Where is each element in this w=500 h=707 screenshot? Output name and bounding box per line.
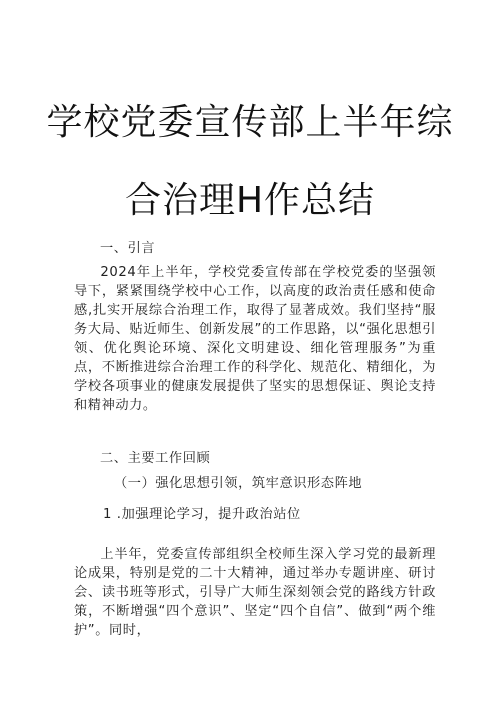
item1-paragraph-block <box>74 545 436 640</box>
item-heading-theory-study: 1 .加强理论学习，提升政治站位 <box>103 507 301 522</box>
subsection-heading-ideology: （一）强化思想引领，筑牢意识形态阵地 <box>114 476 363 491</box>
document-title-line-1: 学校党委宣传部上半年综 <box>46 102 454 143</box>
document-title-line-2: 合治理H作总结 <box>124 180 376 221</box>
item1-paragraph: 上半年，党委宣传部组织全校师生深入学习党的最新理论成果，特别是党的二十大精神，通过举办专题讲座、研讨会、读书班等形式，引导广大师生深刻领会党的路线方针政策，不断增强“四个意识”、坚定“四个自信”、做到“两个维护”。同时， <box>74 547 436 638</box>
intro-paragraph-block <box>74 263 436 415</box>
section-heading-introduction: 一、引言 <box>100 241 156 256</box>
section-heading-main-work: 二、主要工作回顾 <box>100 451 211 466</box>
intro-paragraph: 2024年上半年，学校党委宣传部在学校党委的坚强领导下，紧紧围绕学校中心工作，以高度的政治责任感和使命感,扎实开展综合治理工作，取得了显著成效。我们坚持“服务大局、贴近师生、创新发展”的工作思路，以“强化思想引领、优化舆论环境、深化文明建设、细化管理服务”为重点，不断推进综合治理工作的科学化、规范化、精细化，为学校各项事业的健康发展提供了坚实的思想保证、舆论支持和精神动力。 <box>74 265 436 413</box>
